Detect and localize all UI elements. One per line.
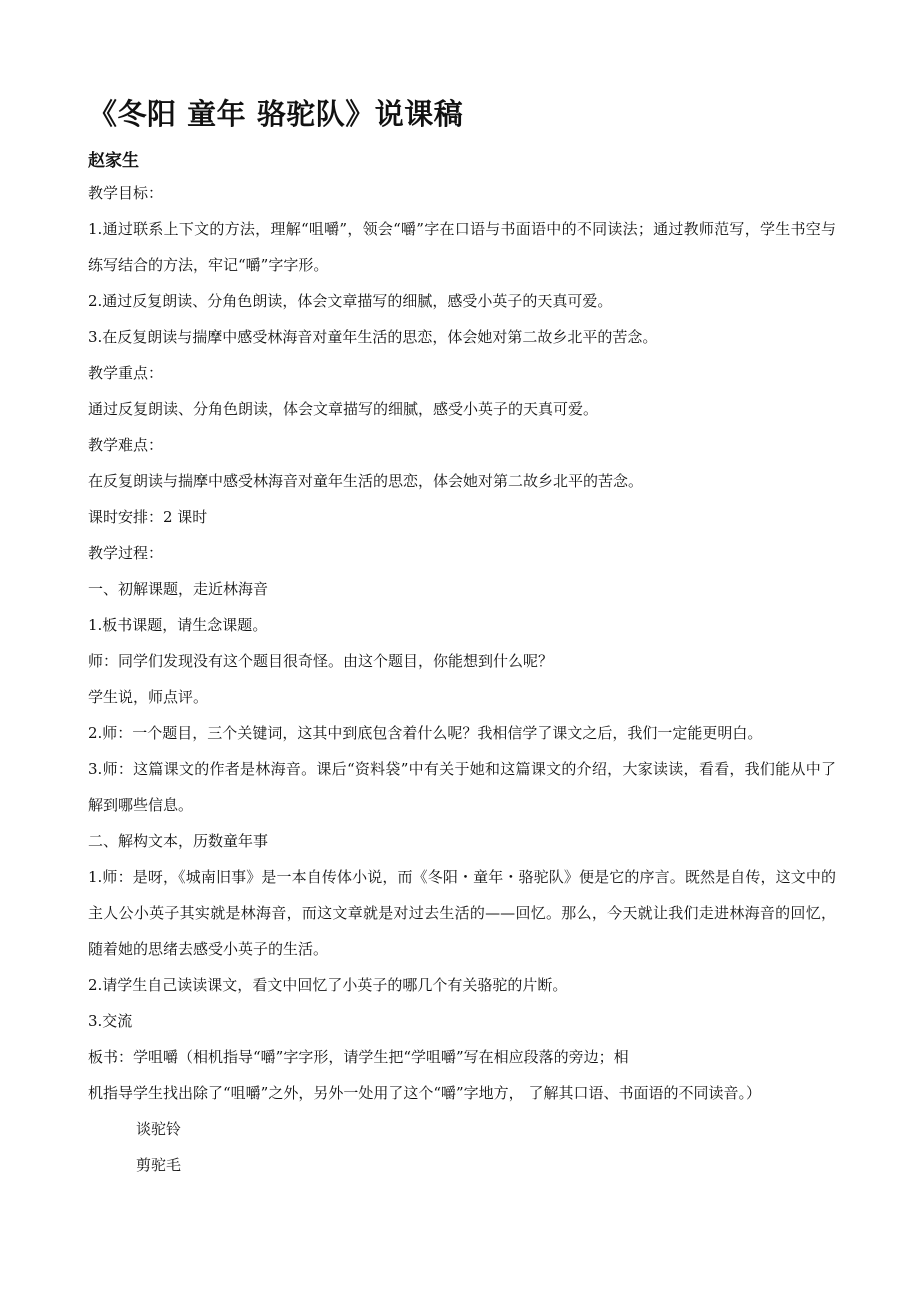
body-paragraph: 2.请学生自己读读课文，看文中回忆了小英子的哪几个有关骆驼的片断。 xyxy=(88,976,568,994)
board-item: 谈驼铃 xyxy=(136,1120,182,1138)
objective-item: 2.通过反复朗读、分角色朗读，体会文章描写的细腻，感受小英子的天真可爱。 xyxy=(88,292,613,310)
section-heading-key-points: 教学重点： xyxy=(88,364,164,382)
body-paragraph: 在反复朗读与揣摩中感受林海音对童年生活的思恋，体会她对第二故乡北平的苦念。 xyxy=(88,472,644,490)
body-paragraph: 3.师：这篇课文的作者是林海音。课后“资料袋”中有关于她和这篇课文的介绍，大家读读，看看，我们能从中了解到哪些信息。 xyxy=(88,760,836,814)
objective-item: 1.通过联系上下文的方法，理解“咀嚼”，领会“嚼”字在口语与书面语中的不同读法；通过教师范写，学生书空与练写结合的方法，牢记“嚼”字字形。 xyxy=(88,220,836,274)
section-heading-difficulties: 教学难点： xyxy=(88,436,164,454)
subsection-heading: 二、解构文本，历数童年事 xyxy=(88,832,269,850)
body-paragraph: 1.师：是呀，《城南旧事》是一本自传体小说，而《冬阳・童年・骆驼队》便是它的序言。既然是自传，这文中的主人公小英子其实就是林海音，而这文章就是对过去生活的——回忆。那么，今天就让我们走进林海音的回忆，随着她的思绪去感受小英子的生活。 xyxy=(88,868,836,958)
board-item: 剪驼毛 xyxy=(136,1156,182,1174)
document-title: 《冬阳 童年 骆驼队》说课稿 xyxy=(88,97,464,131)
body-paragraph: 板书：学咀嚼（相机指导“嚼”字字形，请学生把“学咀嚼”写在相应段落的旁边；相 xyxy=(88,1048,629,1066)
body-paragraph: 学生说，师点评。 xyxy=(88,688,209,706)
document-body xyxy=(88,175,836,1183)
section-heading-objectives: 教学目标： xyxy=(88,184,164,202)
body-paragraph: 3.交流 xyxy=(88,1012,133,1030)
body-paragraph: 师：同学们发现没有这个题目很奇怪。由这个题目，你能想到什么呢？ xyxy=(88,652,554,670)
body-paragraph: 通过反复朗读、分角色朗读，体会文章描写的细腻，感受小英子的天真可爱。 xyxy=(88,400,599,418)
body-paragraph: 机指导学生找出除了“咀嚼”之外，另外一处用了这个“嚼”字地方， 了解其口语、书面语的不同读音。） xyxy=(88,1084,761,1102)
schedule-line: 课时安排：2 课时 xyxy=(88,508,208,526)
body-paragraph: 2.师：一个题目，三个关键词，这其中到底包含着什么呢？我相信学了课文之后，我们一定能更明白。 xyxy=(88,724,763,742)
objective-item: 3.在反复朗读与揣摩中感受林海音对童年生活的思恋，体会她对第二故乡北平的苦念。 xyxy=(88,328,658,346)
document-author: 赵家生 xyxy=(88,151,139,171)
subsection-heading: 一、初解课题，走近林海音 xyxy=(88,580,269,598)
section-heading-process: 教学过程： xyxy=(88,544,164,562)
body-paragraph: 1.板书课题，请生念课题。 xyxy=(88,616,268,634)
